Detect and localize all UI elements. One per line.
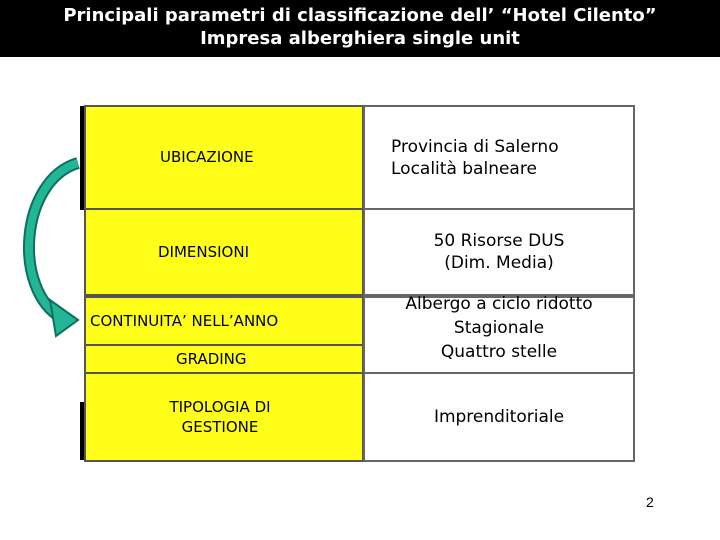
label-dimensioni: DIMENSIONI <box>158 243 250 261</box>
value-continuita-line-1: Albergo a ciclo ridotto <box>405 294 593 314</box>
value-ubicazione-line-1: Provincia di Salerno <box>391 136 559 157</box>
label-grading: GRADING <box>176 350 247 368</box>
value-grading: Quattro stelle <box>440 342 558 362</box>
value-tipologia: Imprenditoriale <box>433 407 565 427</box>
label-tipologia-line-2: GESTIONE <box>181 418 259 436</box>
value-continuita-line-2: Stagionale <box>453 318 545 338</box>
value-dimensioni-line-1: 50 Risorse DUS <box>433 231 565 251</box>
label-ubicazione: UBICAZIONE <box>160 147 254 166</box>
page-number: 2 <box>646 494 654 510</box>
label-tipologia-line-1: TIPOLOGIA DI <box>169 398 271 416</box>
value-dimensioni-line-2: (Dim. Media) <box>444 253 554 273</box>
title-line-2: Impresa alberghiera single unit <box>200 28 520 49</box>
title-line-1: Principali parametri di classificazione dell’ “Hotel Cilento” <box>63 5 657 26</box>
label-continuita: CONTINUITA’ NELL’ANNO <box>90 312 279 330</box>
value-ubicazione-line-2: Località balneare <box>391 158 537 179</box>
